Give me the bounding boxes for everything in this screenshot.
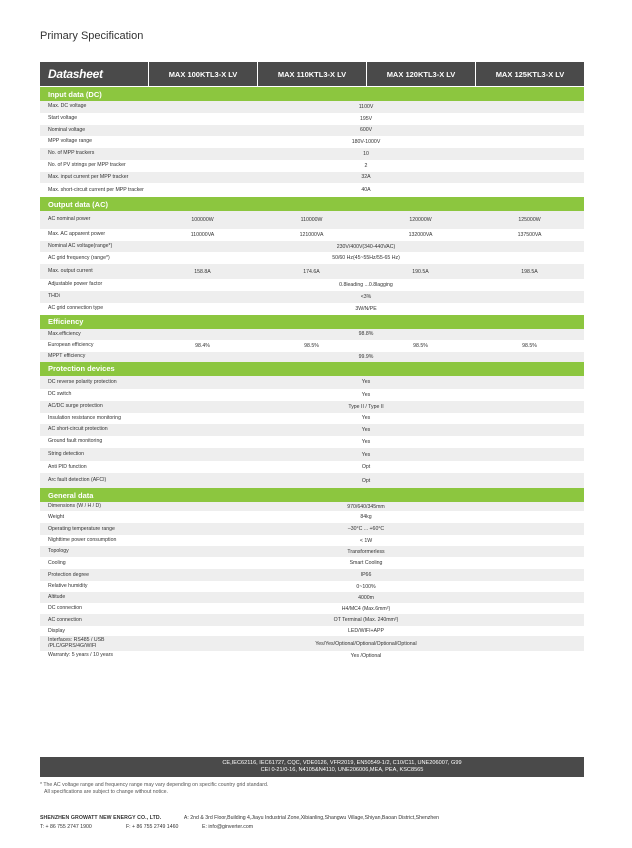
spec-value: 2 — [364, 162, 368, 169]
table-row — [40, 101, 584, 113]
spec-value: 0.8leading ...0.8lagging — [339, 281, 393, 288]
spec-label: Anti PID function — [48, 463, 87, 470]
spec-value: Transformerless — [347, 548, 385, 555]
company-address: A: 2nd & 3rd Floor,Building 4,Jiayu Industrial Zone,Xibianling,Shangwu Village,Shiyan,Baoan District,Shenzhen — [183, 815, 440, 821]
spec-value: 195V — [359, 115, 373, 122]
spec-label: String detection — [48, 451, 85, 457]
spec-value: Yes — [361, 439, 371, 445]
spec-value: 0~100% — [356, 583, 376, 590]
table-row — [40, 303, 584, 315]
table-row — [40, 329, 584, 340]
spec-value: Yes — [361, 379, 371, 386]
spec-label: Nominal voltage — [48, 126, 86, 133]
table-row — [40, 603, 584, 614]
spec-value: 198.5A — [521, 268, 538, 275]
spec-value: 132000VA — [408, 231, 433, 238]
spec-label: Altitude — [48, 594, 66, 601]
footer-address-line — [40, 815, 439, 821]
spec-value: 98.5% — [413, 342, 428, 349]
spec-label: Dimensions (W / H / D) — [48, 503, 102, 510]
table-row — [40, 651, 584, 661]
spec-value: < 1W — [359, 537, 373, 544]
spec-label: No. of PV strings per MPP tracker — [48, 161, 126, 168]
spec-label: MPP voltage range — [48, 138, 93, 145]
section-header: Output data (AC) — [40, 197, 584, 211]
spec-label: Warranty: 5 years / 10 years — [48, 652, 113, 659]
spec-label: Insulation resistance monitoring — [48, 414, 121, 421]
spec-value: 121000VA — [299, 231, 324, 238]
spec-value: 3W/N/PE — [355, 305, 377, 312]
table-row — [40, 136, 584, 148]
table-row — [40, 592, 584, 603]
spec-value: <3% — [360, 293, 372, 300]
footnote — [40, 782, 268, 795]
spec-value: 10 — [363, 150, 369, 157]
spec-label: No. of MPP trackers — [48, 150, 95, 157]
spec-value: Yes — [361, 391, 371, 398]
table-row — [40, 340, 584, 352]
spec-value: 970/640/345mm — [347, 503, 385, 510]
table-row — [40, 473, 584, 488]
footer-contacts — [40, 824, 253, 830]
spec-label: Max. input current per MPP tracker — [48, 173, 129, 180]
spec-value: Yes /Optional — [350, 653, 382, 660]
table-row — [40, 636, 584, 651]
spec-value: Yes — [361, 451, 371, 458]
spec-value: 180V-1000V — [351, 139, 381, 146]
spec-value: Yes — [361, 426, 371, 433]
table-row — [40, 626, 584, 636]
certifications-bar — [40, 757, 584, 777]
spec-label: European efficiency — [48, 342, 94, 348]
spec-value: 120000W — [409, 217, 432, 223]
spec-value: Opt — [361, 464, 371, 471]
model-header: MAX 125KTL3-X LV — [475, 62, 584, 86]
spec-label: Start voltage — [48, 114, 78, 121]
spec-value: 158.8A — [194, 268, 211, 275]
spec-table — [40, 62, 584, 661]
table-row — [40, 523, 584, 535]
footnote-line: All specifications are subject to change without notice. — [44, 788, 168, 795]
table-row — [40, 581, 584, 592]
table-row — [40, 211, 584, 229]
spec-label: Max. AC apparent power — [48, 231, 106, 237]
spec-value: 174.6A — [303, 268, 320, 275]
spec-label: Display — [48, 627, 66, 634]
section-header: Input data (DC) — [40, 87, 584, 101]
spec-label: Cooling — [48, 559, 66, 566]
table-row — [40, 614, 584, 626]
model-header: MAX 100KTL3-X LV — [148, 62, 257, 86]
spec-label: Protection degree — [48, 571, 89, 578]
table-row — [40, 389, 584, 401]
spec-value: 84kg — [360, 514, 372, 521]
spec-label: MPPT efficiency — [48, 353, 86, 359]
table-row — [40, 569, 584, 581]
spec-value: 32A — [361, 174, 371, 181]
table-row — [40, 352, 584, 362]
table-row — [40, 125, 584, 137]
table-row — [40, 546, 584, 557]
spec-value: 40A — [361, 187, 371, 194]
spec-label: AC short-circuit protection — [48, 426, 108, 432]
spec-value: 137500VA — [517, 231, 542, 238]
spec-value: 110000VA — [190, 231, 215, 238]
spec-label: AC grid frequency (range*) — [48, 254, 110, 261]
spec-label: Relative humidity — [48, 583, 88, 590]
email-address: E: info@ginverter.com — [202, 824, 254, 830]
table-row — [40, 424, 584, 436]
spec-value: 98.8% — [358, 331, 374, 338]
section-header: Protection devices — [40, 362, 584, 376]
table-row — [40, 264, 584, 279]
fax-number: F: + 86 755 2749 1460 — [126, 824, 179, 830]
spec-label: Adjustable power factor — [48, 281, 103, 287]
spec-value: 190.5A — [412, 268, 429, 275]
table-row — [40, 183, 584, 197]
table-row — [40, 461, 584, 473]
section-header: General data — [40, 488, 584, 502]
spec-label: Arc fault detection (AFCI) — [48, 477, 107, 483]
spec-value: LED/WIFI+APP — [348, 628, 384, 635]
spec-label: Max. DC voltage — [48, 103, 87, 110]
table-row — [40, 291, 584, 303]
spec-value: Opt — [361, 477, 371, 484]
spec-label: Interfaces: RS485 / USB /PLC/GPRS/4G/WIFI — [48, 637, 105, 649]
model-header: MAX 120KTL3-X LV — [366, 62, 475, 86]
company-name: SHENZHEN GROWATT NEW ENERGY CO., LTD. — [40, 815, 162, 821]
spec-label: DC connection — [48, 605, 83, 612]
spec-label: Max.efficiency — [48, 330, 81, 337]
spec-value: 99.9% — [358, 353, 374, 360]
spec-value: 110000W — [300, 217, 323, 223]
spec-label: DC reverse polarity protection — [48, 378, 117, 385]
table-row — [40, 376, 584, 389]
spec-label: Weight — [48, 513, 65, 520]
table-row — [40, 160, 584, 172]
datasheet-label: Datasheet — [48, 67, 103, 81]
section-header: Efficiency — [40, 315, 584, 329]
table-row — [40, 401, 584, 413]
spec-label: AC/DC surge protection — [48, 403, 103, 409]
table-row — [40, 448, 584, 461]
spec-label: AC connection — [48, 616, 82, 623]
spec-value: 1100V — [358, 103, 374, 110]
spec-value: 98.5% — [522, 342, 537, 349]
footnote-line: * The AC voltage range and frequency range may vary depending on specific country grid standard. — [40, 782, 269, 788]
spec-value: 600V — [359, 127, 373, 134]
table-row — [40, 413, 584, 424]
table-row — [40, 113, 584, 125]
spec-label: THDi — [48, 293, 60, 299]
spec-value: Yes — [361, 415, 371, 422]
table-row — [40, 279, 584, 291]
spec-label: Max. short-circuit current per MPP tracker — [48, 186, 144, 193]
page-title: Primary Specification — [40, 30, 144, 42]
spec-value: 50/60 Hz(45~55Hz/55-65 Hz) — [332, 255, 400, 262]
phone-number: T: + 86 755 2747 1900 — [40, 824, 92, 830]
table-row — [40, 535, 584, 546]
table-row — [40, 502, 584, 511]
table-row — [40, 557, 584, 569]
table-header — [40, 62, 584, 87]
table-row — [40, 436, 584, 449]
spec-value: 230V/400V(340-440VAC) — [336, 243, 396, 250]
certifications-line: CE,IEC62116, IEC61727, CQC, VDE0126, VFR2019, EN50549-1/2, C10/C11, UNE206007, G99 — [222, 760, 462, 766]
spec-value: H4/MC4 (Max.6mm²) — [341, 605, 391, 612]
spec-value: 98.4% — [195, 342, 210, 349]
spec-value: Yes/Yes/Optional/Optional/Optional/Optional — [315, 640, 417, 647]
spec-value: 125000W — [518, 217, 541, 223]
table-row — [40, 172, 584, 184]
spec-label: AC grid connection type — [48, 305, 104, 311]
spec-value: 98.5% — [304, 342, 319, 349]
model-header: MAX 110KTL3-X LV — [257, 62, 366, 86]
spec-value: 100000W — [191, 217, 214, 223]
table-row — [40, 252, 584, 264]
table-row — [40, 229, 584, 241]
table-row — [40, 241, 584, 253]
spec-value: OT Terminal (Max. 240mm²) — [333, 617, 399, 624]
spec-label: Nominal AC voltage(range*) — [48, 242, 113, 249]
spec-value: 4000m — [358, 594, 374, 601]
spec-label: AC nominal power — [48, 216, 91, 223]
spec-value: Smart Cooling — [349, 560, 383, 567]
spec-label: Nighttime power consumption — [48, 537, 117, 544]
spec-label: DC switch — [48, 391, 72, 397]
spec-label: Ground fault monitoring — [48, 438, 103, 445]
spec-label: Max. output current — [48, 267, 93, 274]
spec-value: IP66 — [360, 572, 372, 579]
certifications-line: CEI 0-21/0-16, N4105&N4110, UNE206006,MEA, PEA, KSC8565 — [260, 767, 424, 773]
spec-label: Operating temperature range — [48, 525, 115, 532]
table-row — [40, 511, 584, 523]
spec-label: Topology — [48, 548, 69, 555]
spec-value: –30°C ... +60°C — [347, 526, 385, 533]
spec-value: Type II / Type II — [348, 403, 384, 410]
table-row — [40, 148, 584, 160]
